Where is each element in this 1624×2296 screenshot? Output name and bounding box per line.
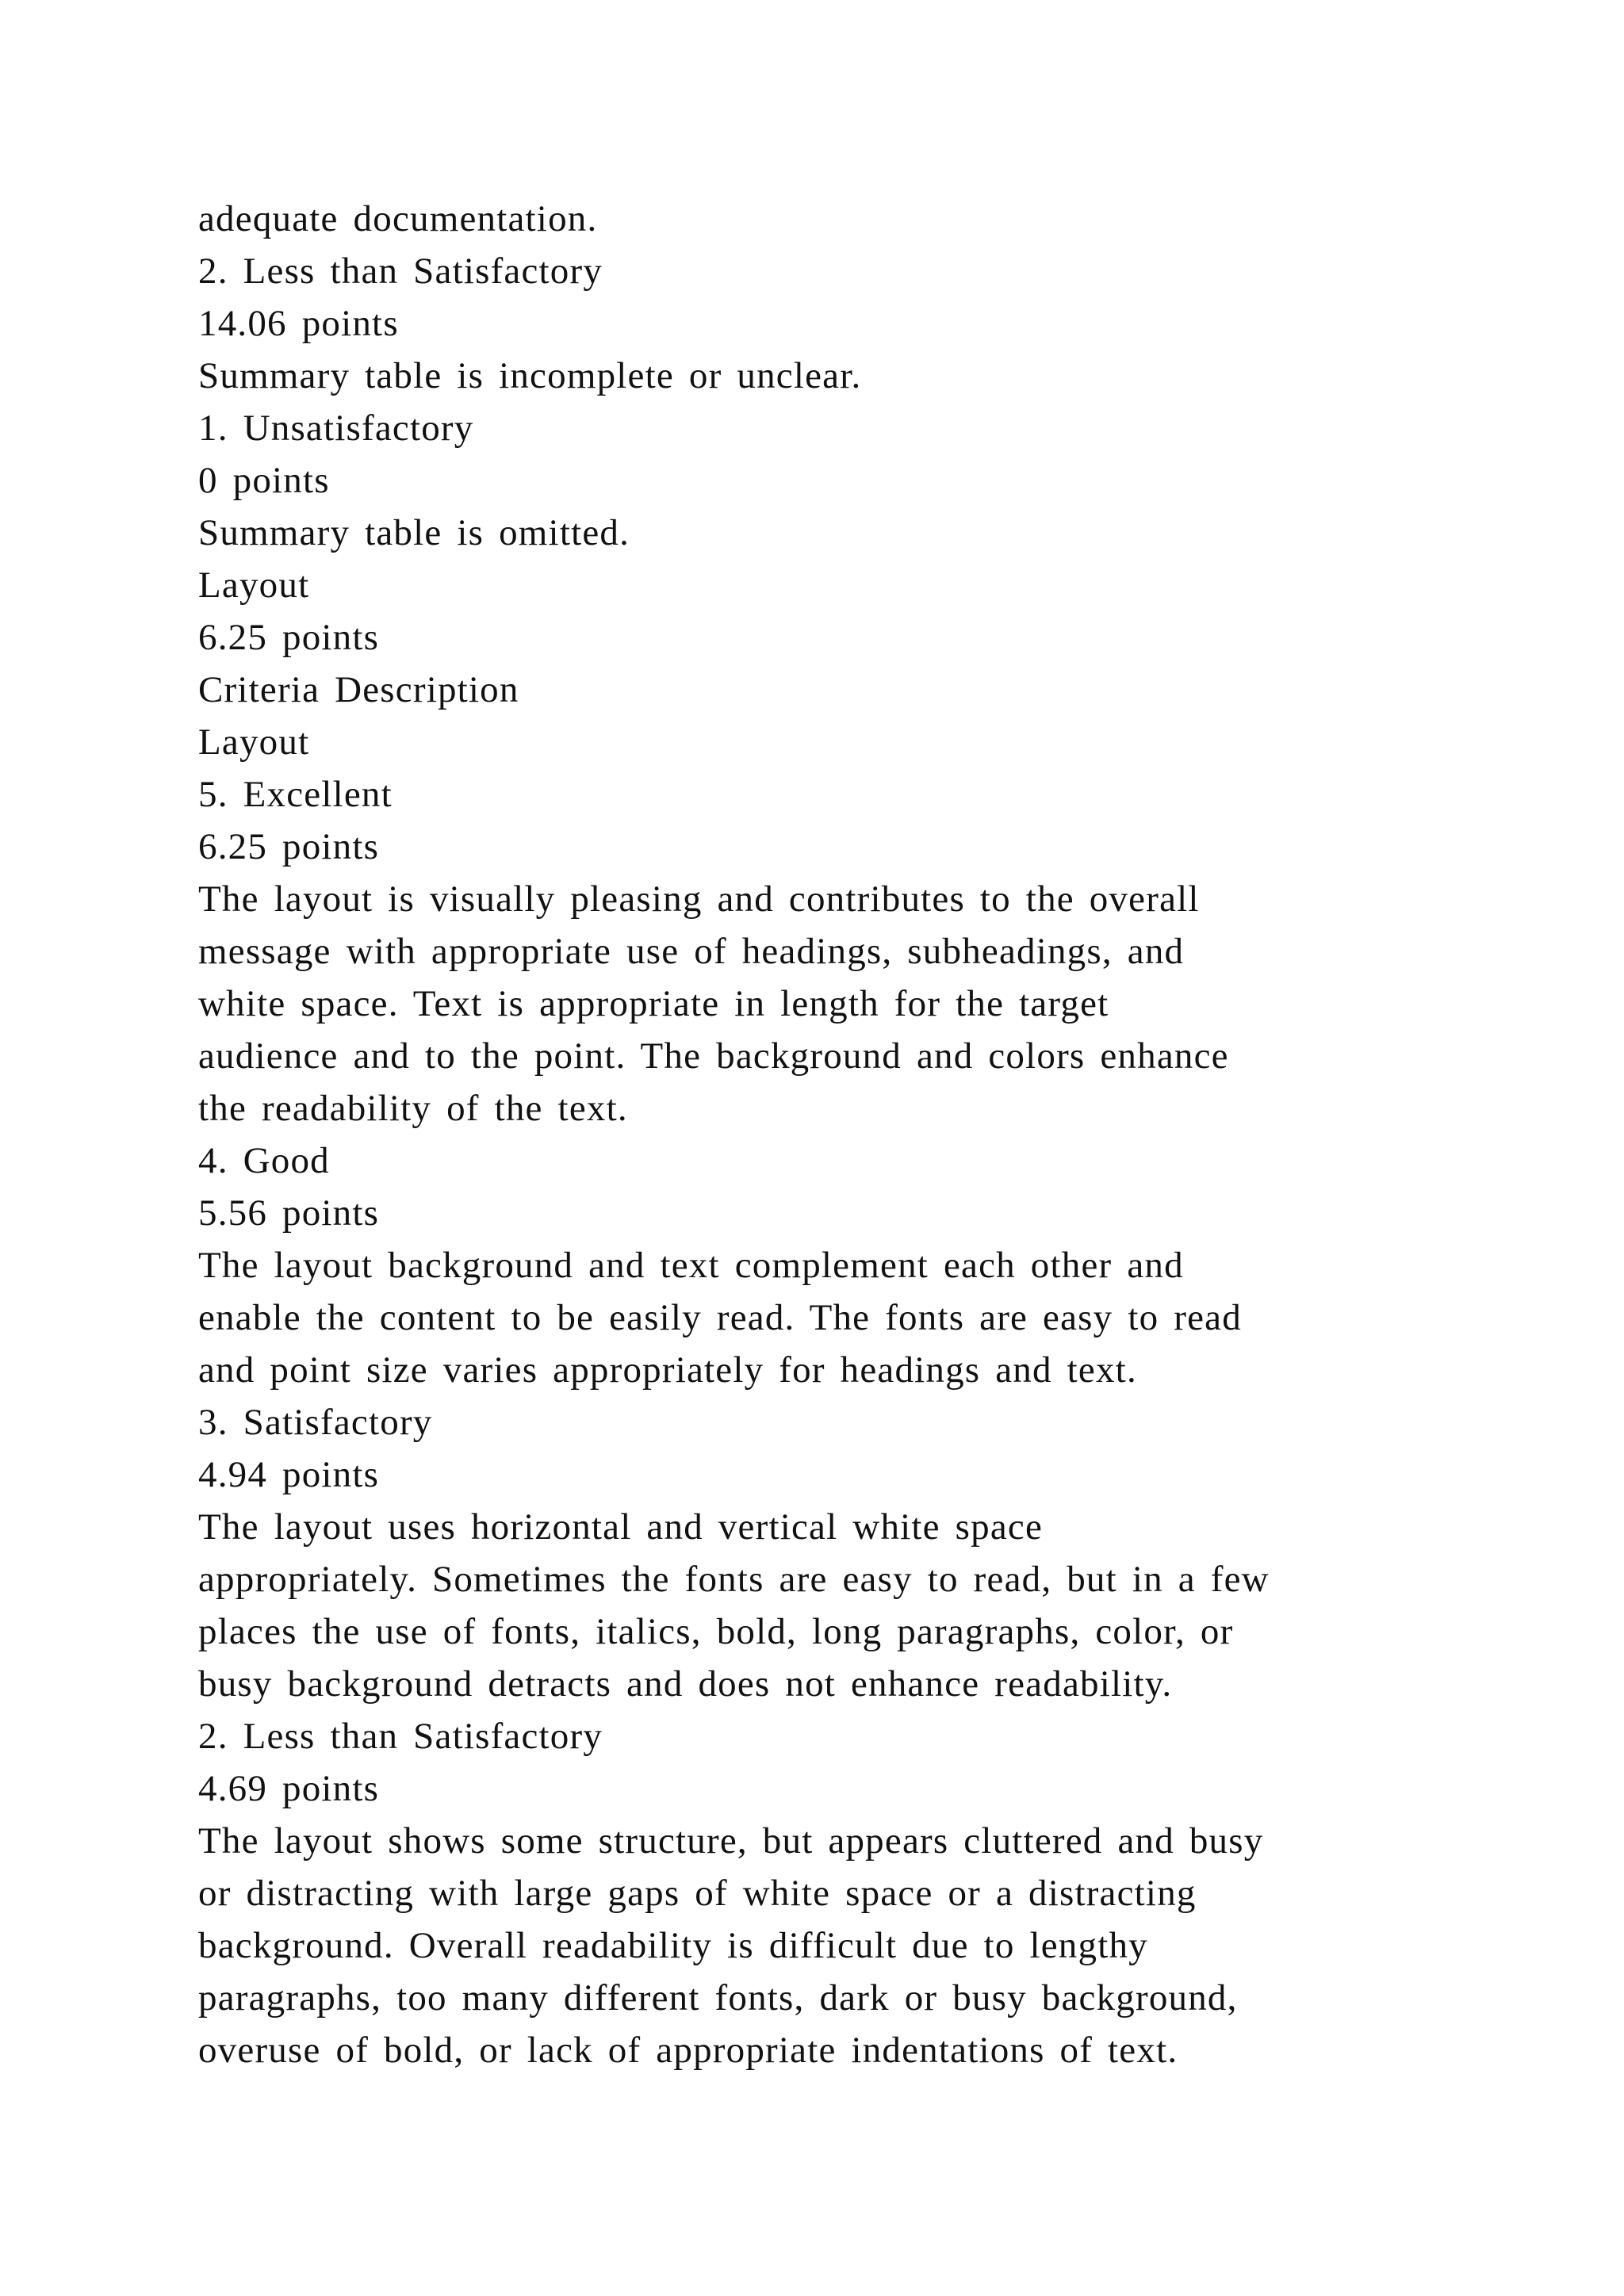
rating-level-less-than-satisfactory: 2. Less than Satisfactory: [198, 251, 603, 292]
rating-description-line: background. Overall readability is difficult due to lengthy: [198, 1925, 1148, 1966]
rating-description-line: audience and to the point. The background and colors enhance: [198, 1035, 1229, 1077]
rating-description-line: The layout background and text complement each other and: [198, 1245, 1184, 1286]
rating-description-line: overuse of bold, or lack of appropriate indentations of text.: [198, 2030, 1178, 2071]
points-value: 6.25 points: [198, 826, 380, 867]
rating-description-line: The layout uses horizontal and vertical white space: [198, 1506, 1044, 1548]
rating-description-line: or distracting with large gaps of white space or a distracting: [198, 1873, 1197, 1914]
rating-level-less-than-satisfactory: 2. Less than Satisfactory: [198, 1716, 603, 1757]
rating-description-line: places the use of fonts, italics, bold, long paragraphs, color, or: [198, 1611, 1234, 1652]
points-value: 14.06 points: [198, 303, 399, 344]
points-value: 4.94 points: [198, 1454, 380, 1495]
rating-description-line: the readability of the text.: [198, 1088, 628, 1129]
criteria-description-heading: Criteria Description: [198, 669, 519, 710]
criterion-name-layout: Layout: [198, 721, 310, 763]
points-value: 4.69 points: [198, 1768, 380, 1809]
rating-level-satisfactory: 3. Satisfactory: [198, 1402, 433, 1443]
rating-description-line: enable the content to be easily read. The fonts are easy to read: [198, 1297, 1242, 1338]
criterion-heading-layout: Layout: [198, 564, 310, 606]
rating-description-line: paragraphs, too many different fonts, dark or busy background,: [198, 1977, 1238, 2019]
rating-description: Summary table is omitted.: [198, 512, 630, 553]
rating-description-line: The layout shows some structure, but appears cluttered and busy: [198, 1820, 1264, 1862]
rating-description-line: and point size varies appropriately for headings and text.: [198, 1349, 1137, 1391]
points-value: 5.56 points: [198, 1192, 380, 1234]
rating-level-good: 4. Good: [198, 1140, 330, 1181]
text-line-documentation: adequate documentation.: [198, 198, 598, 239]
rating-description-line: white space. Text is appropriate in length for the target: [198, 983, 1109, 1024]
rating-description: Summary table is incomplete or unclear.: [198, 355, 862, 396]
rating-level-unsatisfactory: 1. Unsatisfactory: [198, 408, 474, 449]
rating-description-line: busy background detracts and does not enhance readability.: [198, 1663, 1173, 1705]
document-text: [198, 193, 1467, 2076]
rating-description-line: appropriately. Sometimes the fonts are easy to read, but in a few: [198, 1559, 1270, 1600]
rating-description-line: The layout is visually pleasing and contributes to the overall: [198, 878, 1200, 920]
rating-level-excellent: 5. Excellent: [198, 774, 393, 815]
rating-description-line: message with appropriate use of headings, subheadings, and: [198, 931, 1185, 972]
points-value: 0 points: [198, 460, 330, 501]
criterion-total-points: 6.25 points: [198, 617, 380, 658]
